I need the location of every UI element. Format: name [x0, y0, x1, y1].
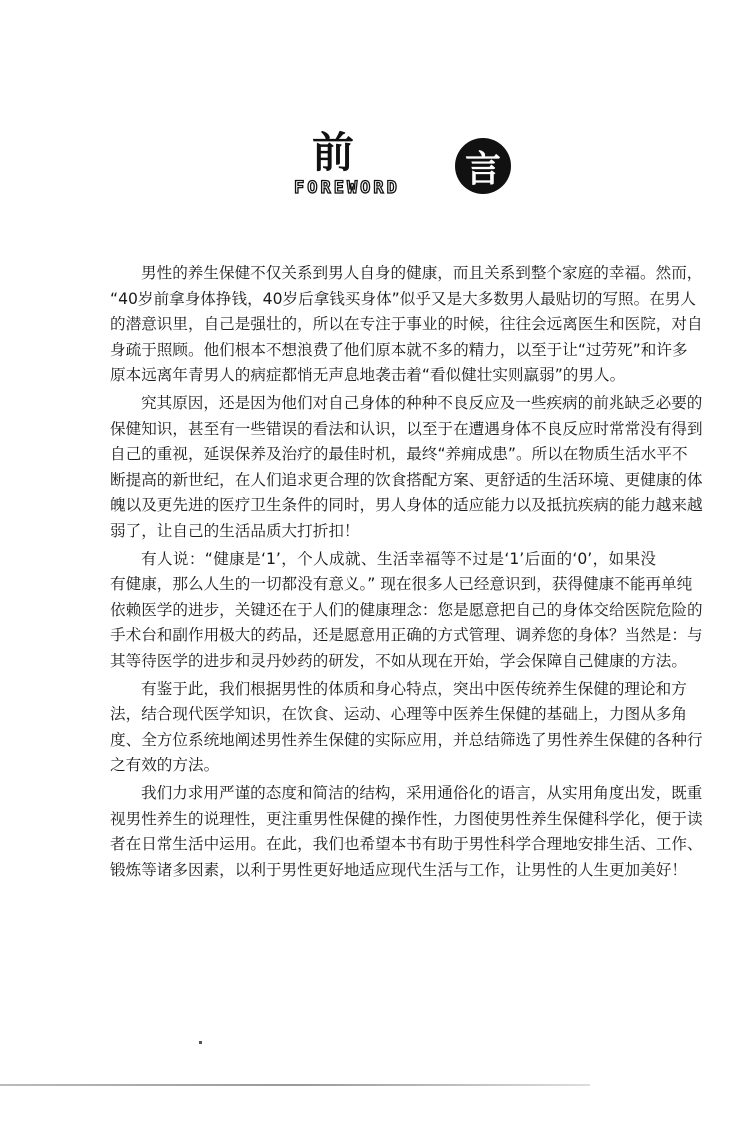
heading-subtitle: FOREWORD: [294, 178, 400, 198]
paragraph-line: 究其原因，还是因为他们对自己身体的种种不良反应及一些疾病的前兆缺乏必要的: [141, 394, 703, 412]
paragraph-line: “40岁前拿身体挣钱，40岁后拿钱买身体”似乎又是大多数男人最贴切的写照。在男人: [110, 289, 697, 308]
paragraph: [110, 677, 703, 779]
foreword-body: [110, 261, 703, 886]
paragraph-line: 保健知识，甚至有一些错误的看法和认识，以至于在遭遇身体不良反应时常常没有得到: [110, 419, 703, 438]
heading-title-char1: 前: [312, 128, 355, 177]
paragraph-line: 身疏于照顾。他们根本不想浪费了他们原本就不多的精力，以至于让“过劳死”和许多: [110, 340, 688, 359]
paragraph-line: 视男性养生的说理性，更注重男性保健的操作性，力图使男性养生保健科学化，便于读: [110, 809, 703, 828]
paragraph: [110, 391, 703, 544]
paragraph-line: 手术台和副作用极大的药品，还是愿意用正确的方式管理、调养您的身体？当然是：与: [110, 626, 703, 644]
paragraph-line: 原本远离年青男人的病症都悄无声息地袭击着“看似健壮实则羸弱”的男人。: [110, 366, 626, 384]
paragraph-line: 的潜意识里，自己是强壮的，所以在专注于事业的时候，往往会远离医生和医院，对自: [110, 315, 703, 333]
paragraph: [110, 547, 703, 675]
paragraph-line: 锻炼等诸多因素，以利于男性更好地适应现代生活与工作，让男性的人生更加美好！: [110, 860, 687, 879]
page-bottom-rule: [0, 1084, 590, 1086]
paragraph-line: 依赖医学的进步，关键还在于人们的健康理念：您是愿意把自己的身体交给医院危险的: [110, 600, 703, 619]
paragraph-line: 有健康，那么人生的一切都没有意义。” 现在很多人已经意识到，获得健康不能再单纯: [110, 575, 693, 593]
paragraph-line: 法，结合现代医学知识，在饮食、运动、心理等中医养生保健的基础上，力图从多角: [110, 705, 687, 723]
paragraph-line: 度、全方位系统地阐述男性养生保健的实际应用，并总结筛选了男性养生保健的各种行: [110, 730, 703, 749]
paragraph-line: 魄以及更先进的医疗卫生条件的同时，男人身体的适应能力以及抵抗疾病的能力越来越: [110, 496, 703, 514]
scan-speck: [199, 1041, 202, 1044]
paragraph-line: 弱了，让自己的生活品质大打折扣！: [110, 521, 360, 540]
paragraph-line: 断提高的新世纪，在人们追求更合理的饮食搭配方案、更舒适的生活环境、更健康的体: [110, 470, 703, 489]
paragraph-line: 男性的养生保健不仅关系到男人自身的健康，而且关系到整个家庭的幸福。然而，: [141, 264, 703, 282]
paragraph-line: 有人说：“健康是‘1’，个人成就、生活幸福等不过是‘1’后面的‘0’，如果没: [141, 549, 656, 568]
paragraph-line: 其等待医学的进步和灵丹妙药的研发，不如从现在开始，学会保障自己健康的方法。: [110, 651, 687, 670]
paragraph-line: 有鉴于此，我们根据男性的体质和身心特点，突出中医传统养生保健的理论和方: [141, 679, 687, 698]
paragraph: [110, 781, 703, 883]
paragraph-line: 我们力求用严谨的态度和简洁的结构，采用通俗化的语言，从实用角度出发，既重: [141, 784, 703, 802]
paragraph-line: 自己的重视，延误保养及治疗的最佳时机，最终“养痈成患”。所以在物质生活水平不: [110, 445, 688, 463]
paragraph: [110, 261, 703, 389]
paragraph-line: 之有效的方法。: [110, 756, 220, 774]
heading-title-char2-badge: 言: [455, 138, 511, 194]
paragraph-line: 者在日常生活中运用。在此，我们也希望本书有助于男性科学合理地安排生活、工作、: [110, 835, 703, 853]
